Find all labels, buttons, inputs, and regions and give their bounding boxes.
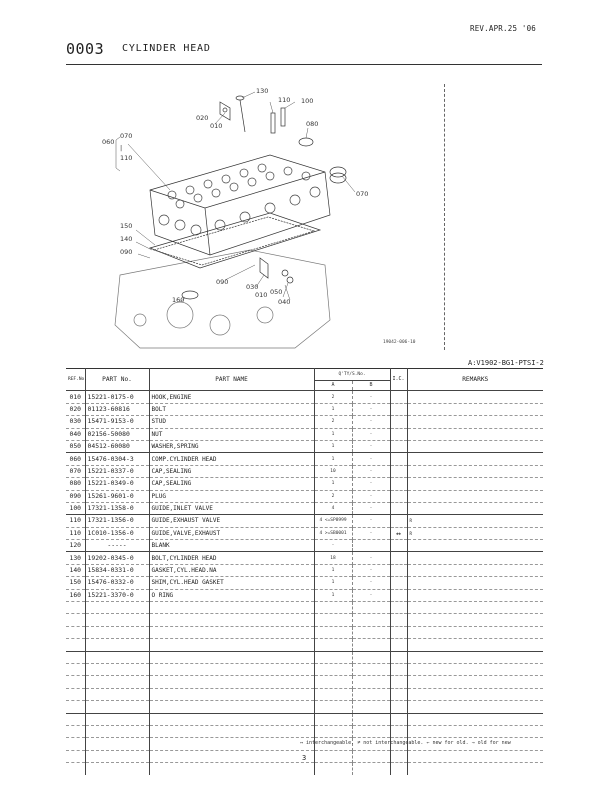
remarks xyxy=(407,453,543,465)
ref-no: 030 xyxy=(66,416,85,428)
empty-cell xyxy=(149,763,314,775)
header-ref: REF.No. xyxy=(66,369,85,391)
legend: ↔ interchangeable. ≠ not interchangeable. ← new for old. → old for new xyxy=(300,740,511,746)
qty-a: 2 xyxy=(314,416,352,428)
empty-cell xyxy=(66,602,85,614)
empty-row xyxy=(66,614,543,626)
empty-cell xyxy=(85,651,149,663)
part-no: 15476-0332-0 xyxy=(85,577,149,589)
empty-row xyxy=(66,676,543,688)
ref-no: 120 xyxy=(66,540,85,552)
qty-b xyxy=(352,540,390,552)
empty-cell xyxy=(390,713,407,725)
empty-cell xyxy=(314,663,352,675)
empty-cell xyxy=(390,651,407,663)
part-no: 17321-1358-0 xyxy=(85,502,149,514)
remarks: R xyxy=(407,527,543,539)
ref-no: 010 xyxy=(66,391,85,403)
svg-text:010: 010 xyxy=(255,291,268,299)
empty-cell xyxy=(85,738,149,750)
part-name: STUD xyxy=(149,416,314,428)
header-rule xyxy=(66,64,542,65)
empty-cell xyxy=(66,763,85,775)
empty-cell xyxy=(352,725,390,737)
part-name: GUIDE,VALVE,EXHAUST xyxy=(149,527,314,539)
part-name: O RING xyxy=(149,589,314,601)
ic-mark xyxy=(390,403,407,415)
empty-cell xyxy=(85,626,149,638)
empty-cell xyxy=(149,725,314,737)
svg-text:070: 070 xyxy=(356,190,369,198)
svg-text:010: 010 xyxy=(210,122,223,130)
empty-cell xyxy=(149,602,314,614)
empty-cell xyxy=(352,602,390,614)
part-name: HOOK,ENGINE xyxy=(149,391,314,403)
table-row xyxy=(66,403,543,415)
qty-a: 1 xyxy=(314,453,352,465)
qty-b: - xyxy=(352,428,390,440)
part-no: 15221-0175-0 xyxy=(85,391,149,403)
qty-b: - xyxy=(352,490,390,502)
table-row xyxy=(66,391,543,403)
empty-cell xyxy=(149,750,314,762)
empty-cell xyxy=(352,676,390,688)
svg-text:110: 110 xyxy=(278,96,291,104)
empty-cell xyxy=(314,639,352,651)
empty-cell xyxy=(390,725,407,737)
ic-mark xyxy=(390,540,407,552)
empty-cell xyxy=(66,626,85,638)
ref-no: 150 xyxy=(66,577,85,589)
table-row xyxy=(66,490,543,502)
svg-text:040: 040 xyxy=(278,298,291,306)
empty-cell xyxy=(352,688,390,700)
qty-b: - xyxy=(352,589,390,601)
empty-cell xyxy=(314,725,352,737)
empty-cell xyxy=(352,763,390,775)
empty-cell xyxy=(407,602,543,614)
empty-cell xyxy=(390,688,407,700)
empty-cell xyxy=(352,614,390,626)
table-row xyxy=(66,416,543,428)
remarks xyxy=(407,490,543,502)
qty-a: 1 xyxy=(314,403,352,415)
empty-cell xyxy=(407,713,543,725)
part-no: 15476-0304-3 xyxy=(85,453,149,465)
empty-cell xyxy=(314,676,352,688)
qty-a: 10 xyxy=(314,465,352,477)
empty-cell xyxy=(407,651,543,663)
svg-text:080: 080 xyxy=(306,120,319,128)
remarks xyxy=(407,564,543,576)
header-part-name: PART NAME xyxy=(149,369,314,391)
section-code: 0003 xyxy=(66,40,105,58)
qty-a: - xyxy=(314,540,352,552)
table-row xyxy=(66,527,543,539)
ic-mark xyxy=(390,577,407,589)
ic-mark xyxy=(390,478,407,490)
ref-no: 140 xyxy=(66,564,85,576)
empty-cell xyxy=(66,738,85,750)
part-name: SHIM,CYL.HEAD GASKET xyxy=(149,577,314,589)
empty-row xyxy=(66,651,543,663)
revision-date: REV.APR.25 '06 xyxy=(470,24,537,33)
part-no: 15221-3370-0 xyxy=(85,589,149,601)
empty-cell xyxy=(390,676,407,688)
qty-b: - xyxy=(352,577,390,589)
qty-a: 1 xyxy=(314,577,352,589)
empty-cell xyxy=(314,763,352,775)
svg-text:090: 090 xyxy=(216,278,229,286)
empty-cell xyxy=(407,614,543,626)
part-no: 19202-0345-0 xyxy=(85,552,149,564)
header-qty-b: B xyxy=(352,381,390,391)
ref-no: 040 xyxy=(66,428,85,440)
remarks xyxy=(407,391,543,403)
empty-row xyxy=(66,763,543,775)
header-qty-a: A xyxy=(314,381,352,391)
qty-a: 1 xyxy=(314,564,352,576)
remarks xyxy=(407,589,543,601)
qty-b: - xyxy=(352,453,390,465)
table-row xyxy=(66,453,543,465)
empty-cell xyxy=(352,639,390,651)
part-name: BLANK xyxy=(149,540,314,552)
part-no: 15834-0331-0 xyxy=(85,564,149,576)
empty-row xyxy=(66,639,543,651)
ic-mark xyxy=(390,416,407,428)
empty-cell xyxy=(352,750,390,762)
table-row xyxy=(66,428,543,440)
empty-cell xyxy=(85,688,149,700)
qty-b: - xyxy=(352,403,390,415)
empty-cell xyxy=(149,626,314,638)
remarks xyxy=(407,502,543,514)
table-row xyxy=(66,515,543,527)
remarks xyxy=(407,552,543,564)
empty-row xyxy=(66,663,543,675)
empty-cell xyxy=(66,725,85,737)
ref-no: 100 xyxy=(66,502,85,514)
empty-cell xyxy=(314,651,352,663)
remarks: R xyxy=(407,515,543,527)
ref-no: 070 xyxy=(66,465,85,477)
qty-b: - xyxy=(352,440,390,452)
empty-cell xyxy=(66,651,85,663)
empty-cell xyxy=(352,701,390,713)
qty-b: - xyxy=(352,502,390,514)
part-name: BOLT,CYLINDER HEAD xyxy=(149,552,314,564)
empty-cell xyxy=(314,750,352,762)
empty-cell xyxy=(149,614,314,626)
empty-cell xyxy=(407,676,543,688)
ref-no: 050 xyxy=(66,440,85,452)
empty-cell xyxy=(85,676,149,688)
illustration-id: 19042-006-10 xyxy=(383,340,416,345)
empty-cell xyxy=(149,688,314,700)
empty-cell xyxy=(85,602,149,614)
table-row xyxy=(66,552,543,564)
svg-text:100: 100 xyxy=(301,97,314,105)
empty-cell xyxy=(407,725,543,737)
header-remarks: REMARKS xyxy=(407,369,543,391)
qty-a: 1 xyxy=(314,589,352,601)
qty-b: - xyxy=(352,552,390,564)
part-no: 1C010-1356-0 xyxy=(85,527,149,539)
parts-table xyxy=(66,368,543,775)
page-title: CYLINDER HEAD xyxy=(122,43,211,54)
svg-text:|: | xyxy=(120,144,123,152)
svg-text:020: 020 xyxy=(196,114,209,122)
remarks xyxy=(407,465,543,477)
qty-a: 1 xyxy=(314,440,352,452)
empty-cell xyxy=(390,602,407,614)
empty-cell xyxy=(149,663,314,675)
remarks xyxy=(407,428,543,440)
empty-row xyxy=(66,602,543,614)
qty-b: - xyxy=(352,391,390,403)
ic-mark xyxy=(390,552,407,564)
empty-cell xyxy=(85,725,149,737)
table-row xyxy=(66,564,543,576)
empty-cell xyxy=(149,639,314,651)
ic-mark xyxy=(390,490,407,502)
empty-cell xyxy=(390,663,407,675)
empty-cell xyxy=(407,688,543,700)
qty-b: - xyxy=(352,465,390,477)
empty-cell xyxy=(66,639,85,651)
qty-b: - xyxy=(352,416,390,428)
part-no: 02156-50080 xyxy=(85,428,149,440)
ic-mark xyxy=(390,428,407,440)
qty-b: - xyxy=(352,564,390,576)
svg-text:050: 050 xyxy=(270,288,283,296)
empty-cell xyxy=(390,639,407,651)
empty-cell xyxy=(149,651,314,663)
empty-cell xyxy=(149,676,314,688)
qty-b: - xyxy=(352,527,390,539)
empty-cell xyxy=(66,663,85,675)
header-ic: I.C. xyxy=(390,369,407,391)
remarks xyxy=(407,403,543,415)
remarks xyxy=(407,577,543,589)
empty-cell xyxy=(352,713,390,725)
part-no: 15221-0349-0 xyxy=(85,478,149,490)
ref-no: 130 xyxy=(66,552,85,564)
ic-mark xyxy=(390,391,407,403)
empty-cell xyxy=(390,701,407,713)
part-no: 15261-9601-0 xyxy=(85,490,149,502)
part-name: NUT xyxy=(149,428,314,440)
ic-mark xyxy=(390,502,407,514)
svg-text:130: 130 xyxy=(256,87,269,95)
empty-row xyxy=(66,626,543,638)
empty-cell xyxy=(407,626,543,638)
header-qty: Q'TY/S.No. xyxy=(314,369,390,381)
table-row xyxy=(66,589,543,601)
empty-cell xyxy=(390,763,407,775)
empty-cell xyxy=(85,614,149,626)
qty-a: 1 xyxy=(314,478,352,490)
sheet-reference: A:V1902-BG1-PTSI-2 xyxy=(468,359,544,367)
svg-text:110: 110 xyxy=(120,154,133,162)
table-row xyxy=(66,465,543,477)
remarks xyxy=(407,478,543,490)
table-row xyxy=(66,478,543,490)
svg-text:070: 070 xyxy=(120,132,133,140)
table-row xyxy=(66,577,543,589)
ic-mark xyxy=(390,564,407,576)
empty-cell xyxy=(85,701,149,713)
part-no: 15221-0337-0 xyxy=(85,465,149,477)
ref-no: 110 xyxy=(66,515,85,527)
empty-cell xyxy=(85,639,149,651)
table-row xyxy=(66,502,543,514)
empty-cell xyxy=(407,639,543,651)
part-name: COMP.CYLINDER HEAD xyxy=(149,453,314,465)
ic-mark: ↔ xyxy=(390,527,407,539)
empty-row xyxy=(66,725,543,737)
part-name: CAP,SEALING xyxy=(149,478,314,490)
header-part-no: PART No. xyxy=(85,369,149,391)
empty-row xyxy=(66,701,543,713)
remarks xyxy=(407,416,543,428)
part-no: 04512-60080 xyxy=(85,440,149,452)
ic-mark xyxy=(390,589,407,601)
svg-text:160: 160 xyxy=(172,296,185,304)
qty-a: 18 xyxy=(314,552,352,564)
empty-cell xyxy=(66,750,85,762)
ref-no: 090 xyxy=(66,490,85,502)
empty-cell xyxy=(352,651,390,663)
empty-cell xyxy=(149,713,314,725)
svg-text:030: 030 xyxy=(246,283,259,291)
empty-cell xyxy=(85,763,149,775)
empty-cell xyxy=(407,750,543,762)
ref-no: 080 xyxy=(66,478,85,490)
empty-row xyxy=(66,713,543,725)
illustration-border xyxy=(444,84,445,350)
empty-cell xyxy=(314,713,352,725)
remarks xyxy=(407,540,543,552)
svg-text:060: 060 xyxy=(102,138,115,146)
empty-cell xyxy=(314,688,352,700)
empty-cell xyxy=(66,713,85,725)
part-name: BOLT xyxy=(149,403,314,415)
empty-cell xyxy=(352,663,390,675)
empty-cell xyxy=(149,738,314,750)
part-name: PLUG xyxy=(149,490,314,502)
empty-cell xyxy=(314,614,352,626)
part-name: GUIDE,INLET VALVE xyxy=(149,502,314,514)
empty-cell xyxy=(66,688,85,700)
ic-mark xyxy=(390,465,407,477)
empty-cell xyxy=(407,763,543,775)
ref-no: 060 xyxy=(66,453,85,465)
svg-text:150: 150 xyxy=(120,222,133,230)
qty-a: 4 xyxy=(314,502,352,514)
ic-mark xyxy=(390,453,407,465)
part-name: GASKET,CYL.HEAD.NA xyxy=(149,564,314,576)
ref-no: 020 xyxy=(66,403,85,415)
empty-cell xyxy=(390,614,407,626)
empty-cell xyxy=(352,626,390,638)
qty-a: 2 xyxy=(314,490,352,502)
part-name: WASHER,SPRING xyxy=(149,440,314,452)
qty-b: - xyxy=(352,478,390,490)
empty-cell xyxy=(407,663,543,675)
qty-b: - xyxy=(352,515,390,527)
empty-cell xyxy=(314,602,352,614)
svg-text:140: 140 xyxy=(120,235,133,243)
part-name: GUIDE,EXHAUST VALVE xyxy=(149,515,314,527)
empty-cell xyxy=(66,676,85,688)
qty-a: 2 xyxy=(314,391,352,403)
empty-row xyxy=(66,688,543,700)
ic-mark xyxy=(390,515,407,527)
table-row xyxy=(66,440,543,452)
empty-cell xyxy=(390,626,407,638)
ref-no: 110 xyxy=(66,527,85,539)
empty-cell xyxy=(390,750,407,762)
table-row xyxy=(66,540,543,552)
part-name: CAP,SEALING xyxy=(149,465,314,477)
part-no: 15471-9153-0 xyxy=(85,416,149,428)
qty-a: 4 >=SB0001 xyxy=(314,527,352,539)
qty-a: 1 xyxy=(314,428,352,440)
part-no: 17321-1356-0 xyxy=(85,515,149,527)
exploded-view-illustration xyxy=(80,80,440,350)
empty-cell xyxy=(149,701,314,713)
empty-cell xyxy=(314,701,352,713)
page-number: 3 xyxy=(302,754,307,762)
part-no: ----- xyxy=(85,540,149,552)
empty-rows xyxy=(66,602,543,775)
remarks xyxy=(407,440,543,452)
empty-cell xyxy=(407,701,543,713)
svg-text:090: 090 xyxy=(120,248,133,256)
empty-cell xyxy=(85,663,149,675)
ic-mark xyxy=(390,440,407,452)
ref-no: 160 xyxy=(66,589,85,601)
empty-cell xyxy=(314,626,352,638)
empty-cell xyxy=(66,701,85,713)
empty-cell xyxy=(85,713,149,725)
empty-cell xyxy=(66,614,85,626)
empty-cell xyxy=(85,750,149,762)
qty-a: 4 <=SP8999 xyxy=(314,515,352,527)
part-no: 01123-60816 xyxy=(85,403,149,415)
